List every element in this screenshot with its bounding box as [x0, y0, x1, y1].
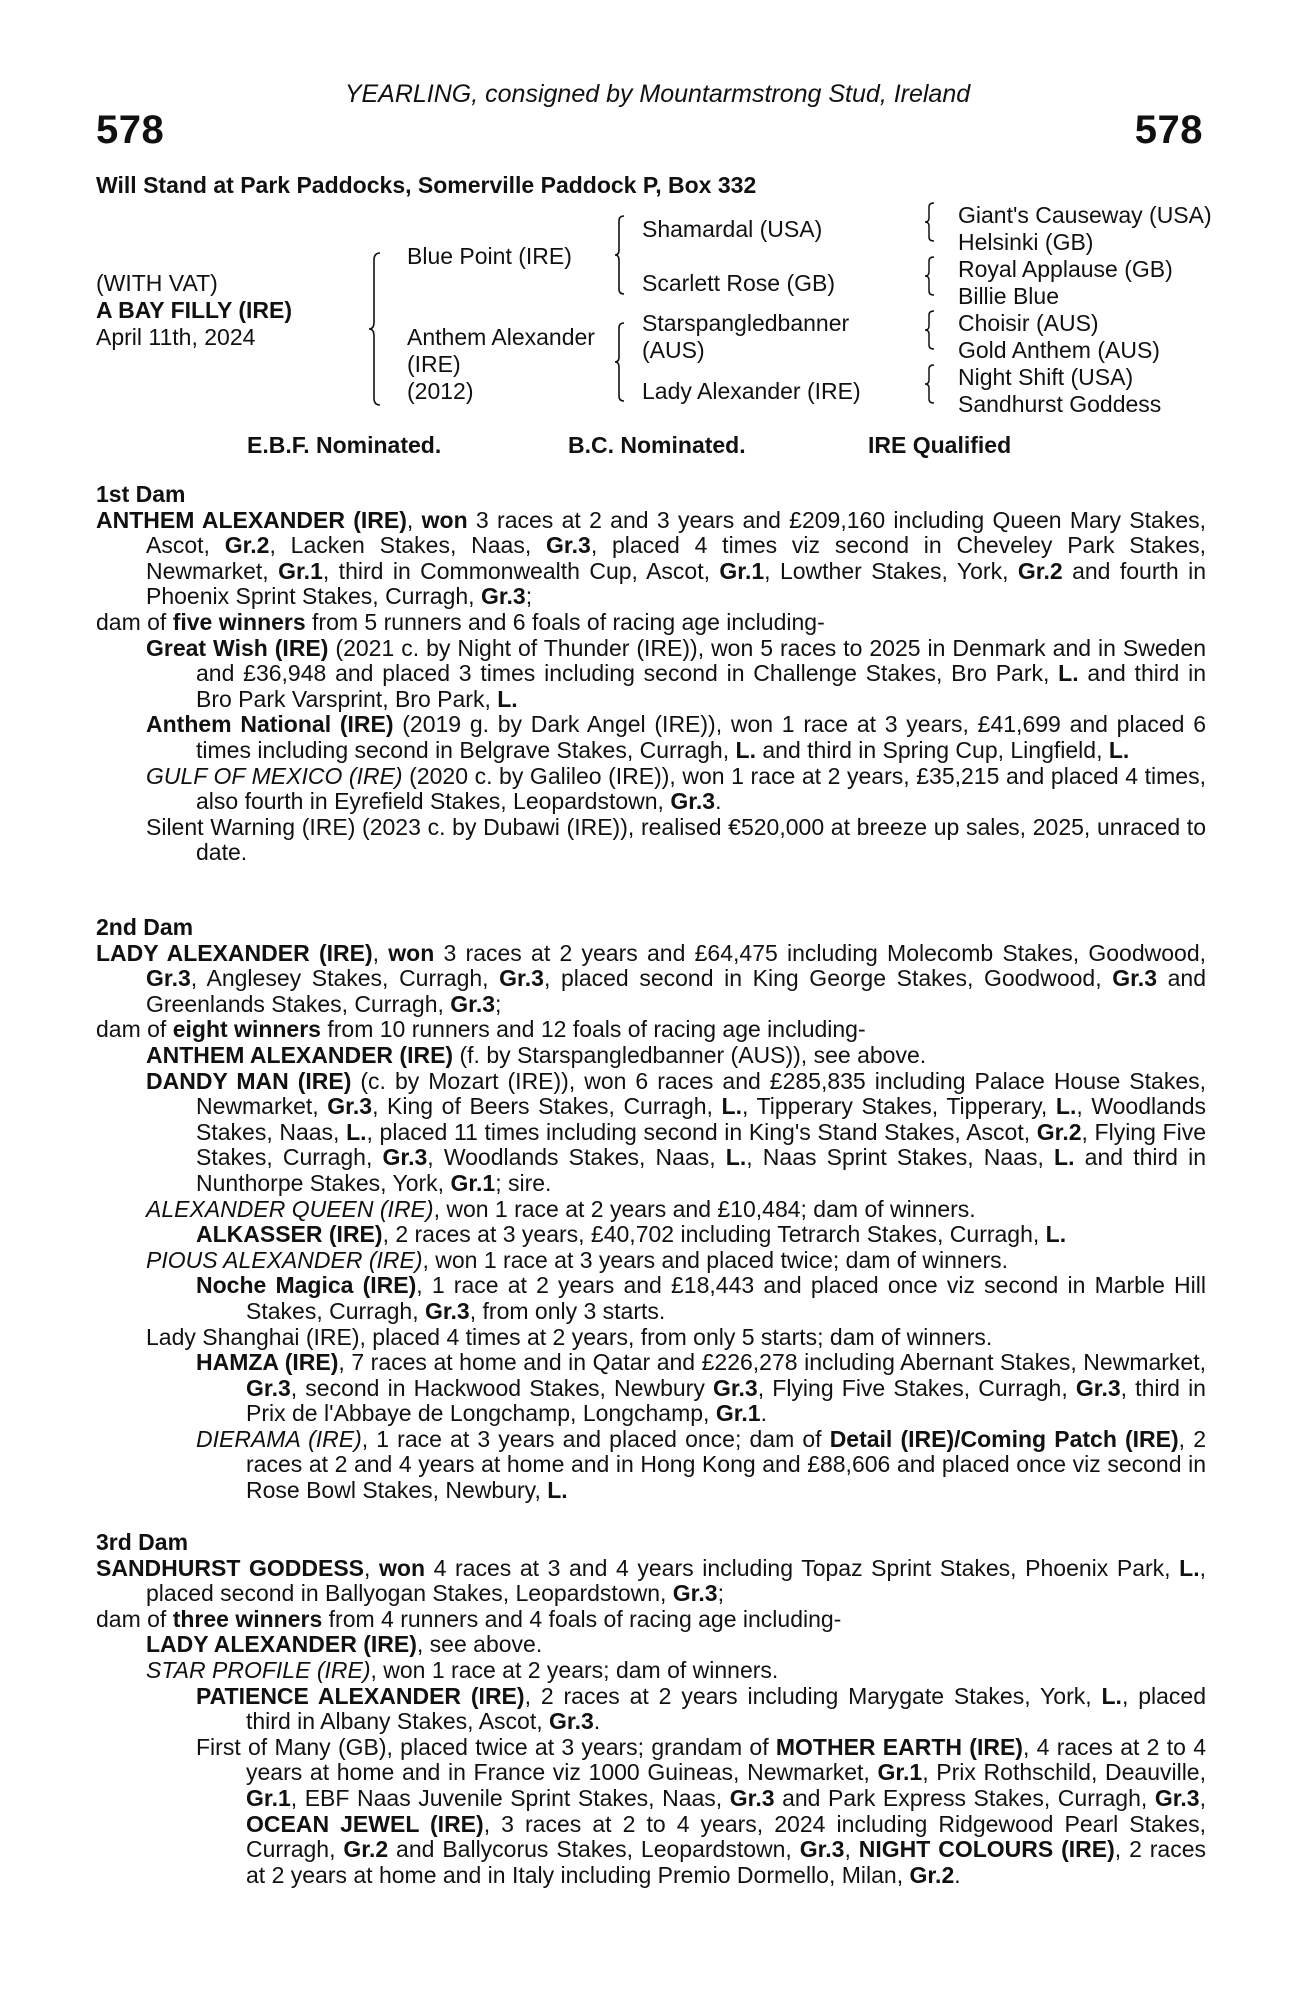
- third-dam-title: 3rd Dam: [96, 1529, 189, 1555]
- produce-pious-alexander: PIOUS ALEXANDER (IRE), won 1 race at 3 years and placed twice; dam of winners.: [146, 1246, 1009, 1273]
- pedigree-brace-main: [368, 252, 382, 406]
- ebf-nominated: E.B.F. Nominated.: [247, 432, 442, 458]
- pedigree-gen3-6: Gold Anthem (AUS): [958, 337, 1160, 363]
- produce-anthem-alexander: ANTHEM ALEXANDER (IRE) (f. by Starspangledbanner (AUS)), see above.: [146, 1041, 927, 1068]
- produce-great-wish: Great Wish (IRE) (2021 c. by Night of Thunder (IRE)), won 5 races to 2025 in Denmark and in Sweden and £36,948 and placed 3 times including second in Challenge Stakes, Bro Park, L. and third in Bro Park Varsprint, Bro Park, L.: [146, 634, 1206, 712]
- second-dam-record: LADY ALEXANDER (IRE), won 3 races at 2 years and £64,475 including Molecomb Stakes, Goodwood, Gr.3, Anglesey Stakes, Curragh, Gr.3, placed second in King George Stakes, Goodwood, Gr.3 and Greenlands Stakes, Curragh, Gr.3;: [96, 939, 1206, 1017]
- second-dam-title: 2nd Dam: [96, 914, 194, 940]
- pedigree-dam-line1: Anthem Alexander: [407, 324, 595, 350]
- produce-star-profile: STAR PROFILE (IRE), won 1 race at 2 years; dam of winners.: [146, 1656, 779, 1683]
- produce-first-of-many: First of Many (GB), placed twice at 3 years; grandam of MOTHER EARTH (IRE), 4 races at 2 to 4 years at home and in France viz 1000 Guineas, Newmarket, Gr.1, Prix Rothschild, Deauville, Gr.1, EBF Naas Juvenile Sprint Stakes, Naas, Gr.3 and Park Express Stakes, Curragh, Gr.3, OCEAN JEWEL (IRE), 3 races at 2 to 4 years, 2024 including Ridgewood Pearl Stakes, Curragh, Gr.2 and Ballycorus Stakes, Leopardstown, Gr.3, NIGHT COLOURS (IRE), 2 races at 2 years at home and in Italy including Premio Dormello, Milan, Gr.2.: [196, 1733, 1206, 1888]
- first-dam-record: ANTHEM ALEXANDER (IRE), won 3 races at 2 and 3 years and £209,160 including Queen Mary Stakes, Ascot, Gr.2, Lacken Stakes, Naas, Gr.3, placed 4 times viz second in Cheveley Park Stakes, Newmarket, Gr.1, third in Commonwealth Cup, Ascot, Gr.1, Lowther Stakes, York, Gr.2 and fourth in Phoenix Sprint Stakes, Curragh, Gr.3;: [96, 506, 1206, 610]
- produce-dandy-man: DANDY MAN (IRE) (c. by Mozart (IRE)), won 6 races and £285,835 including Palace House Stakes, Newmarket, Gr.3, King of Beers Stakes, Curragh, L., Tipperary Stakes, Tipperary, L., Woodlands Stakes, Naas, L., placed 11 times including second in King's Stand Stakes, Ascot, Gr.2, Flying Five Stakes, Curragh, Gr.3, Woodlands Stakes, Naas, L., Naas Sprint Stakes, Naas, L. and third in Nunthorpe Stakes, York, Gr.1; sire.: [146, 1067, 1207, 1196]
- pedigree-brace-ds: [924, 310, 936, 350]
- produce-gulf-of-mexico: GULF OF MEXICO (IRE) (2020 c. by Galileo (IRE)), won 1 race at 2 years, £35,215 and placed 4 times, also fourth in Eyrefield Stakes, Leopardstown, Gr.3.: [146, 762, 1206, 815]
- pedigree-dam-dam: Lady Alexander (IRE): [642, 378, 861, 404]
- second-dam-name: LADY ALEXANDER (IRE): [96, 939, 373, 966]
- first-dam-section: [96, 482, 1206, 866]
- produce-noche-magica: Noche Magica (IRE), 1 race at 2 years and £18,443 and placed once viz second in Marble Hill Stakes, Curragh, Gr.3, from only 3 starts.: [196, 1272, 1206, 1324]
- second-dam-section: [96, 915, 1206, 1504]
- pedigree-gen3-8: Sandhurst Goddess: [958, 391, 1162, 417]
- pedigree-brace-dd: [924, 364, 936, 404]
- produce-silent-warning: Silent Warning (IRE) (2023 c. by Dubawi (IRE)), realised €520,000 at breeze up sales, 2025, unraced to date.: [146, 813, 1206, 866]
- pedigree-gen3-1: Giant's Causeway (USA): [958, 202, 1212, 228]
- bc-nominated: B.C. Nominated.: [568, 432, 746, 458]
- pedigree-gen3-5: Choisir (AUS): [958, 310, 1099, 336]
- vat-note: (WITH VAT): [96, 270, 218, 296]
- produce-anthem-national: Anthem National (IRE) (2019 g. by Dark Angel (IRE)), won 1 race at 3 years, £41,699 and placed 6 times including second in Belgrave Stakes, Curragh, L. and third in Spring Cup, Lingfield, L.: [146, 711, 1207, 763]
- pedigree-sire-sire: Shamardal (USA): [642, 216, 823, 242]
- consignor-header: YEARLING, consigned by Mountarmstrong Stud, Ireland: [344, 80, 971, 108]
- first-dam-title: 1st Dam: [96, 481, 186, 507]
- pedigree-dam-sire-line1: Starspangledbanner: [642, 310, 850, 336]
- pedigree-gen3-7: Night Shift (USA): [958, 364, 1134, 390]
- pedigree-gen3-2: Helsinki (GB): [958, 229, 1094, 255]
- pedigree-gen3-3: Royal Applause (GB): [958, 256, 1173, 282]
- produce-patience-alexander: PATIENCE ALEXANDER (IRE), 2 races at 2 years including Marygate Stakes, York, L., placed third in Albany Stakes, Ascot, Gr.3.: [196, 1682, 1206, 1735]
- pedigree-brace-dam: [614, 322, 626, 402]
- third-dam-record: SANDHURST GODDESS, won 4 races at 3 and 4 years including Topaz Sprint Stakes, Phoenix Park, L., placed second in Ballyogan Stakes, Leopardstown, Gr.3;: [96, 1554, 1206, 1607]
- third-dam-name: SANDHURST GODDESS: [96, 1554, 365, 1581]
- produce-lady-shanghai: Lady Shanghai (IRE), placed 4 times at 2 years, from only 5 starts; dam of winners.: [146, 1323, 993, 1350]
- produce-alexander-queen: ALEXANDER QUEEN (IRE), won 1 race at 2 years and £10,484; dam of winners.: [146, 1195, 976, 1222]
- pedigree-dam-sire-line2: (AUS): [642, 337, 705, 363]
- produce-dierama: DIERAMA (IRE), 1 race at 3 years and placed once; dam of Detail (IRE)/Coming Patch (IRE), 2 races at 2 and 4 years at home and in Hong Kong and £88,606 and placed once viz second in Rose Bowl Stakes, Newbury, L.: [196, 1425, 1206, 1504]
- third-dam-produce-summary: dam of three winners from 4 runners and 4 foals of racing age including-: [96, 1605, 842, 1632]
- third-dam-section: [96, 1530, 1206, 1888]
- produce-hamza: HAMZA (IRE), 7 races at home and in Qatar and £226,278 including Abernant Stakes, Newmarket, Gr.3, second in Hackwood Stakes, Newbury Gr.3, Flying Five Stakes, Curragh, Gr.3, third in Prix de l'Abbaye de Longchamp, Longchamp, Gr.1.: [196, 1349, 1206, 1427]
- first-dam-produce-summary: dam of five winners from 5 runners and 6 foals of racing age including-: [96, 608, 825, 635]
- won-label: won: [421, 506, 468, 533]
- pedigree-brace-sire: [614, 215, 626, 295]
- ire-qualified: IRE Qualified: [868, 432, 1012, 458]
- lot-number-left: 578: [96, 108, 165, 152]
- pedigree-brace-ss: [924, 202, 936, 242]
- lot-number-right: 578: [1134, 108, 1203, 152]
- pedigree-sire: Blue Point (IRE): [407, 243, 572, 269]
- stand-location: Will Stand at Park Paddocks, Somerville Paddock P, Box 332: [96, 172, 757, 198]
- produce-alkasser: ALKASSER (IRE), 2 races at 3 years, £40,702 including Tetrarch Stakes, Curragh, L.: [196, 1221, 1067, 1248]
- pedigree-dam-line2: (IRE): [407, 351, 461, 377]
- horse-dob: April 11th, 2024: [96, 324, 256, 350]
- produce-lady-alexander: LADY ALEXANDER (IRE), see above.: [146, 1631, 543, 1658]
- pedigree-brace-sd: [924, 256, 936, 296]
- first-dam-name: ANTHEM ALEXANDER (IRE): [96, 506, 407, 533]
- second-dam-produce-summary: dam of eight winners from 10 runners and 12 foals of racing age including-: [96, 1016, 866, 1043]
- pedigree-sire-dam: Scarlett Rose (GB): [642, 270, 835, 296]
- pedigree-dam-line3: (2012): [407, 378, 474, 404]
- horse-name: A BAY FILLY (IRE): [96, 297, 292, 323]
- pedigree-gen3-4: Billie Blue: [958, 283, 1059, 309]
